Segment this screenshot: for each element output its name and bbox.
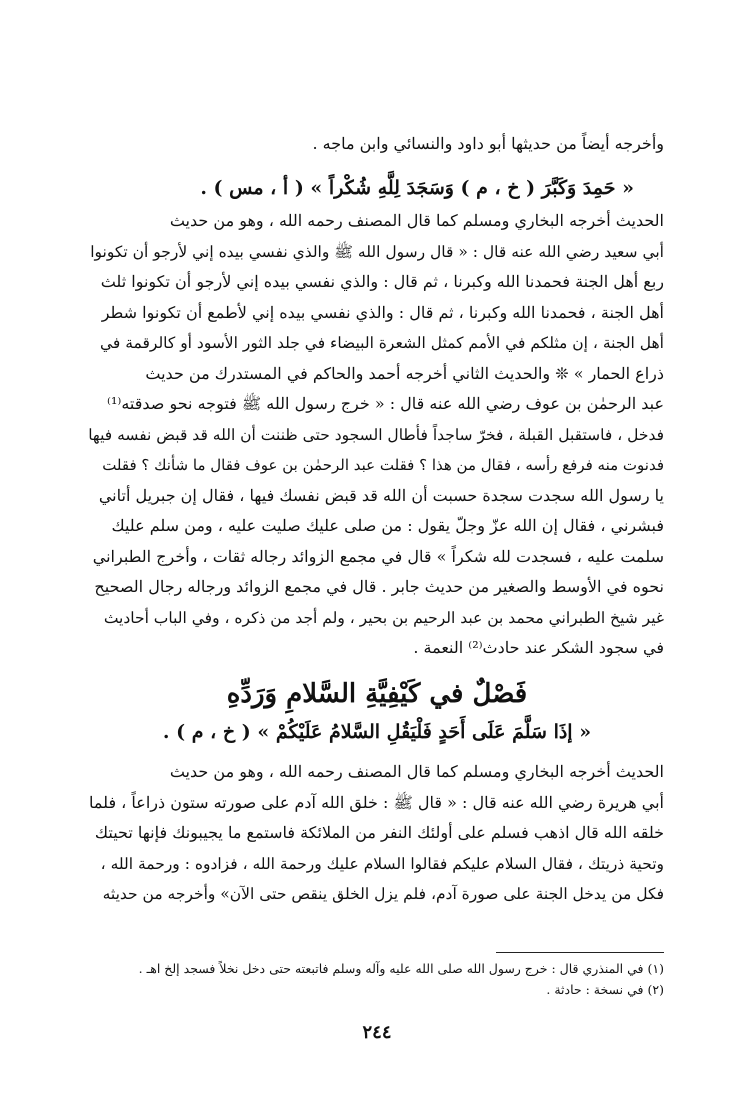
- text-line: يا رسول الله سجدت سجدة حسبت أن الله قد قبض نفسك فيها ، فقال إن جبريل أتاني: [98, 485, 664, 505]
- text-line: ذراع الحمار » ❊ والحديث الثاني أخرجه أحمد والحاكم في المستدرك من حديث: [145, 363, 664, 383]
- footnote-2: (٢) في نسخة : حادثة .: [546, 982, 664, 997]
- page-number: ٢٤٤: [362, 1022, 392, 1043]
- text-line: غير شيخ الطبراني محمد بن عبد الرحيم بن بحير ، ولم أجد من ذكره ، وفي الباب أحاديث: [103, 608, 664, 627]
- text-line: فدنوت منه فرفع رأسه ، فقال من هذا ؟ فقلت عبد الرحمٰن بن عوف فقال ما شأنك ؟ فقلت: [102, 456, 664, 474]
- intro-line: وأخرجه أيضاً من حديثها أبو داود والنسائي وابن ماجه .: [312, 134, 664, 153]
- text-line: أهل الجنة ، إن مثلكم في الأمم كمثل الشعرة البيضاء في جلد الثور الأسود أو كالرقمة في: [99, 334, 664, 352]
- footnotes: [88, 958, 664, 1000]
- text-line: أهل الجنة ، فحمدنا الله وكبرنا ، ثم قال : والذي نفسي بيده إني لأطمع أن تكونوا شطر: [101, 302, 664, 322]
- text-line: فبشرني ، فقال إن الله عزّ وجلّ يقول : من صلى عليك صليت عليه ، ومن سلم عليك: [111, 516, 664, 535]
- footnote-divider: [496, 952, 664, 953]
- text-line: نحوه في الأوسط والصغير من حديث جابر . قال في مجمع الزوائد ورجاله رجال الصحيح: [94, 577, 664, 596]
- footnote-1: (١) في المنذري قال : خرج رسول الله صلى الله عليه وآله وسلم فاتبعته حتى دخل نخلاً فسجد إلخ اهـ .: [138, 961, 664, 976]
- text-line: فدخل ، فاستقبل القبلة ، فخرّ ساجداً فأطال السجود حتى ظننت أن الله قد قبض نفسه فيها: [88, 425, 664, 444]
- text-line: ربع أهل الجنة فحمدنا الله وكبرنا ، ثم قال : والذي نفسي بيده إني لأرجو أن تكونوا ثلث: [100, 272, 664, 291]
- text-line: في سجود الشكر عند حادث⁽²⁾ النعمة .: [413, 638, 664, 657]
- text-line: عبد الرحمٰن بن عوف رضي الله عنه قال : « خرج رسول الله ﷺ فتوجه نحو صدقته⁽¹⁾: [107, 394, 664, 413]
- section-title: فَصْلٌ في كَيْفِيَّةِ السَّلامِ وَرَدِّهِ: [226, 679, 528, 709]
- text-line: الحديث أخرجه البخاري ومسلم كما قال المصنف رحمه الله ، وهو من حديث: [169, 211, 664, 230]
- text-line: وتحية ذريتك ، فقال السلام عليكم فقالوا السلام عليك ورحمة الله ، فزادوه : ورحمة الله ،: [100, 854, 664, 873]
- text-line: الحديث أخرجه البخاري ومسلم كما قال المصنف رحمه الله ، وهو من حديث: [169, 762, 664, 781]
- text-line: سلمت عليه ، فسجدت لله شكراً » قال في مجمع الزوائد رجاله ثقات ، وأخرج الطبراني: [92, 546, 664, 566]
- text-line: أبي سعيد رضي الله عنه قال : « قال رسول الله ﷺ والذي نفسي بيده إني لأرجو أن تكونوا: [90, 242, 664, 261]
- text-line: فكل من يدخل الجنة على صورة آدم، فلم يزل الخلق ينقص حتى الآن» وأخرجه من حديثه: [102, 885, 664, 903]
- hadith-heading-2: « إذَا سَلَّمَ عَلَى أَحَدٍ فَلْيَقُلِ السَّلامُ عَلَيْكُمْ » ( خ ، م ) .: [162, 721, 592, 743]
- text-line: أبي هريرة رضي الله عنه قال : « قال ﷺ : خلق الله آدم على صورته ستون ذراعاً ، فلما: [89, 792, 664, 812]
- hadith-heading-1: « حَمِدَ وَكَبَّرَ ( خ ، م ) وَسَجَدَ لِلَّهِ شُكْراً » ( أ ، مس ) .: [200, 177, 634, 199]
- commentary-paragraph-2: [88, 757, 664, 910]
- text-line: خلقه الله قال اذهب فسلم على أولئك النفر من الملائكة فاستمع ما يجيبونك فإنها تحيتك: [94, 823, 664, 842]
- commentary-paragraph-1: [88, 206, 664, 664]
